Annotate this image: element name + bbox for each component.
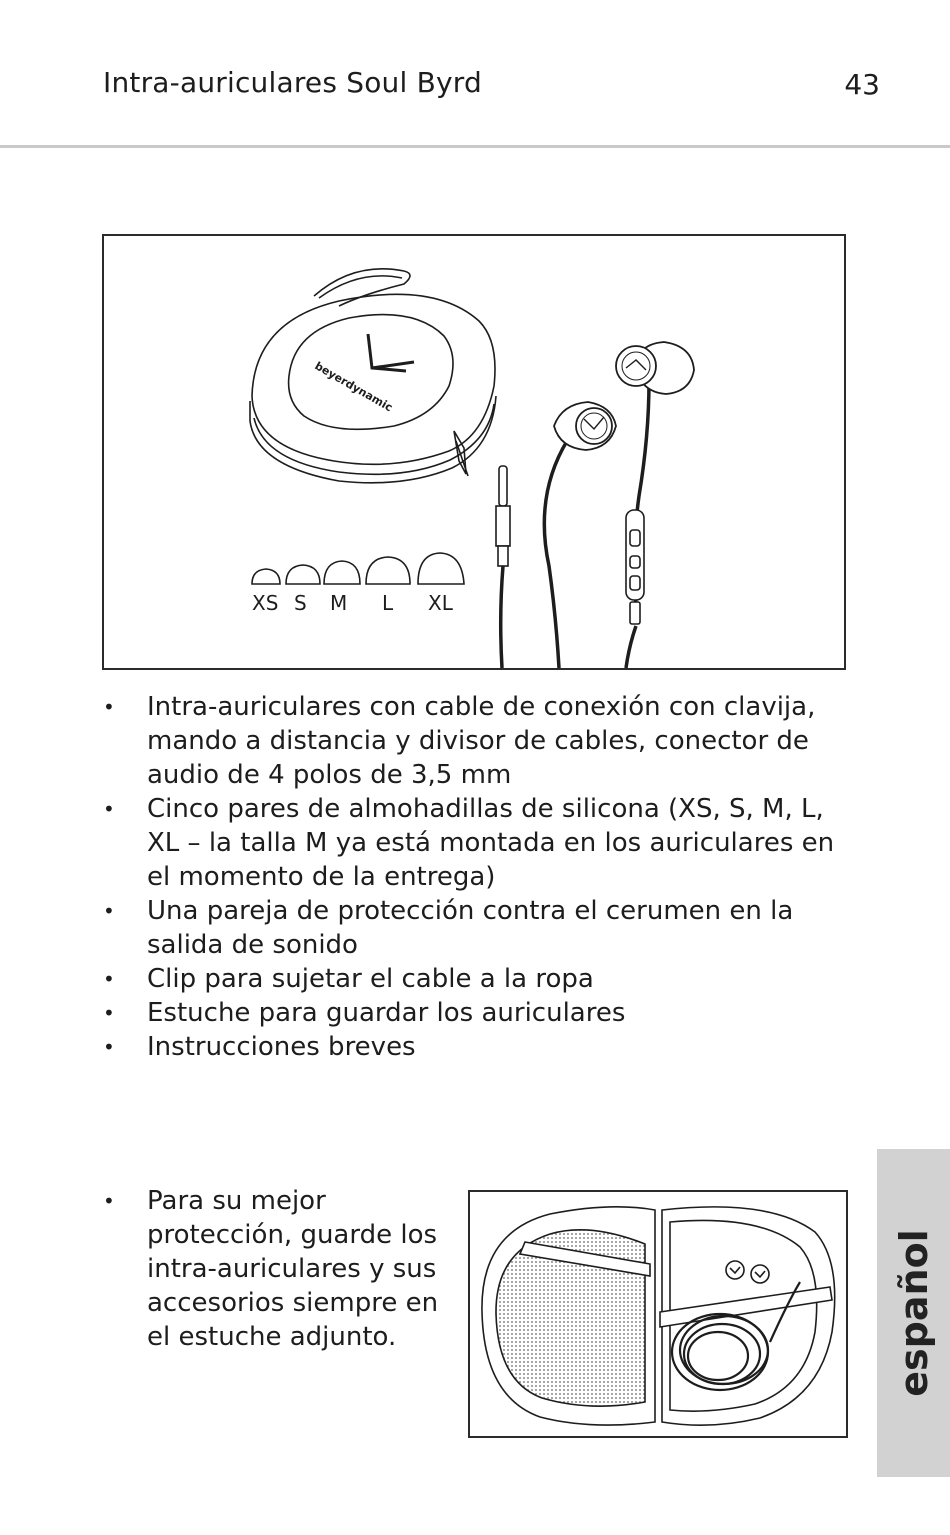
ear-tip-size-m: M — [330, 591, 348, 615]
case-lid-drawing — [482, 1207, 655, 1425]
bullet-icon: • — [103, 1001, 115, 1025]
case-logo-icon — [313, 334, 415, 414]
ear-tip-size-s: S — [294, 591, 307, 615]
list-item: • Para su mejor protección, guarde los intra-auriculares y sus accesorios siempre en el estuche adjunto. — [103, 1186, 439, 1352]
ear-tip-size-xl: XL — [428, 591, 453, 615]
language-tab-label: español — [891, 1229, 936, 1397]
list-item: • Estuche para guardar los auriculares — [103, 998, 626, 1028]
header-divider — [0, 145, 950, 148]
ear-tips-drawing — [252, 553, 464, 584]
bullet-icon: • — [103, 899, 115, 923]
list-item: • Instrucciones breves — [103, 1032, 416, 1062]
ear-tip-size-labels — [252, 591, 454, 615]
list-item: • Cinco pares de almohadillas de silicona (XS, S, M, L, XL – la talla M ya está montada en los auriculares en el momento de la entrega) — [103, 794, 835, 892]
language-tab — [877, 1149, 950, 1477]
bullet-icon: • — [103, 1035, 115, 1059]
case-brand-logo: beyerdynamic — [312, 359, 395, 415]
earbud-right-drawing — [616, 342, 694, 394]
list-item: • Clip para sujetar el cable a la ropa — [103, 964, 594, 994]
bullet-icon: • — [103, 967, 115, 991]
bullet-icon: • — [103, 695, 115, 719]
open-case-illustration — [468, 1190, 848, 1438]
earbud-left-drawing — [554, 402, 616, 450]
list-item: • Una pareja de protección contra el cerumen en la salida de sonido — [103, 896, 794, 960]
ear-tip-size-l: L — [382, 591, 394, 615]
audio-plug-drawing — [496, 466, 510, 566]
list-item: • Intra-auriculares con cable de conexión con clavija, mando a distancia y divisor de cables, conector de audio de 4 polos de 3,5 mm — [103, 692, 816, 790]
remote-control-drawing — [626, 510, 644, 624]
carrying-case-drawing — [250, 269, 496, 483]
bullet-icon: • — [103, 797, 115, 821]
case-base-drawing — [660, 1207, 835, 1425]
product-contents-illustration — [102, 234, 846, 670]
page-header-title: Intra-auriculares Soul Byrd — [103, 66, 482, 99]
page-number: 43 — [844, 68, 880, 101]
bullet-icon: • — [103, 1189, 115, 1213]
storage-advice-list — [103, 1184, 453, 1354]
ear-tip-size-xs: XS — [252, 591, 279, 615]
package-contents-list — [103, 690, 863, 1064]
